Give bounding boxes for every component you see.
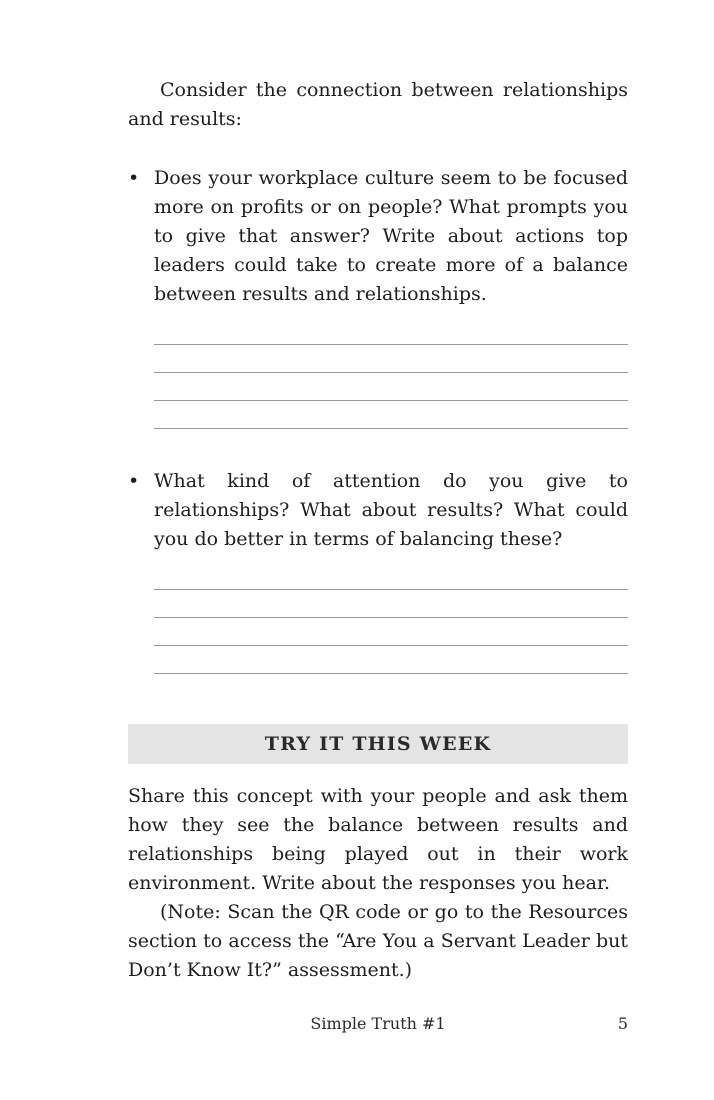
- question-item: [128, 164, 628, 429]
- try-it-note: (Note: Scan the QR code or go to the Resources section to access the “Are You a Servant Leader but Don’t Know It?” assessment.): [128, 901, 628, 981]
- answer-line: [154, 590, 628, 618]
- answer-line: [154, 618, 628, 646]
- bullet-icon: •: [128, 167, 140, 189]
- try-it-body: [128, 782, 628, 985]
- try-it-paragraph: Share this concept with your people and ask them how they see the balance between results and relationships being played out in their work environment. Write about the responses you hear.: [128, 785, 628, 894]
- answer-line: [154, 373, 628, 401]
- running-footer-title: Simple Truth #1: [310, 1014, 446, 1033]
- question-text: Does your workplace culture seem to be focused more on profits or on people? What prompts you to give that answer? Write about actions top leaders could take to create more of a balance between results and relationships.: [154, 167, 628, 305]
- try-it-title: TRY IT THIS WEEK: [264, 733, 492, 755]
- answer-line: [154, 572, 628, 590]
- answer-line: [154, 646, 628, 674]
- answer-line: [154, 345, 628, 373]
- page-content: [128, 76, 628, 985]
- question-list: [128, 164, 628, 674]
- answer-line: [154, 401, 628, 429]
- intro-paragraph: Consider the connection between relationships and results:: [128, 79, 628, 130]
- page-number: 5: [617, 1014, 628, 1033]
- question-item: [128, 467, 628, 674]
- try-it-heading-box: [128, 724, 628, 764]
- bullet-icon: •: [128, 470, 140, 492]
- answer-lines: [154, 327, 628, 429]
- answer-line: [154, 327, 628, 345]
- question-text: What kind of attention do you give to relationships? What about results? What could you do better in terms of balancing these?: [154, 470, 628, 550]
- answer-lines: [154, 572, 628, 674]
